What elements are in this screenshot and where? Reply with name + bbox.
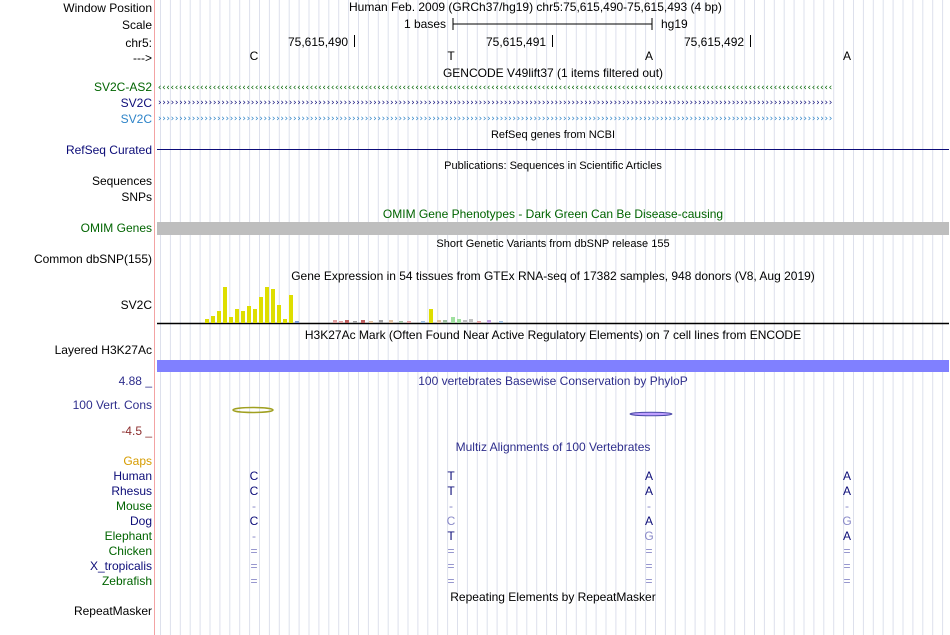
gtex-tissue-bar <box>295 321 299 323</box>
gtex-tissue-bar <box>253 309 257 323</box>
gtex-tissue-bar <box>463 320 467 323</box>
gtex-tissue-bar <box>247 306 251 323</box>
refseq-track-title: RefSeq genes from NCBI <box>490 129 616 141</box>
alignment-base: = <box>250 559 258 573</box>
gene-label-sv2c-alt[interactable]: SV2C <box>120 112 152 126</box>
alignment-base: = <box>447 559 455 573</box>
ruler-tick <box>354 35 355 47</box>
gtex-tissue-bar <box>469 319 473 323</box>
track-margin-line <box>154 0 155 635</box>
dbsnp-track-title: Short Genetic Variants from dbSNP release 155 <box>436 238 670 250</box>
gtex-tissue-bar <box>271 289 275 323</box>
multiz-track-title: Multiz Alignments of 100 Vertebrates <box>455 440 651 454</box>
alignment-base: A <box>644 469 653 483</box>
alignment-base: A <box>644 484 653 498</box>
gtex-tissue-bar <box>437 320 441 323</box>
alignment-base: = <box>250 574 258 588</box>
species-label-human[interactable]: Human <box>113 469 152 483</box>
alignment-base: - <box>252 529 256 543</box>
ruler-tick <box>750 35 751 47</box>
gene-label-sv2c-as2[interactable]: SV2C-AS2 <box>93 80 152 94</box>
omim-track-title: OMIM Gene Phenotypes - Dark Green Can Be Disease-causing <box>382 207 724 221</box>
h3k27ac-label[interactable]: Layered H3K27Ac <box>54 343 152 357</box>
scale-label: Scale <box>121 18 152 32</box>
gaps-label[interactable]: Gaps <box>123 454 152 468</box>
gtex-tissue-bar <box>379 320 383 323</box>
gtex-tissue-bar <box>353 321 357 323</box>
gtex-tissue-bar <box>345 320 349 323</box>
scale-db: hg19 <box>661 17 688 31</box>
species-label-x_tropicalis[interactable]: X_tropicalis <box>89 559 152 573</box>
gtex-tissue-bar <box>389 320 393 323</box>
publications-track-title: Publications: Sequences in Scientific Articles <box>444 160 662 172</box>
alignment-base: A <box>842 469 851 483</box>
alignment-base: = <box>645 574 653 588</box>
alignment-base: T <box>447 469 455 483</box>
alignment-base: C <box>249 514 259 528</box>
alignment-base: A <box>842 484 851 498</box>
gtex-tissue-bar <box>289 295 293 323</box>
repeatmasker-label[interactable]: RepeatMasker <box>73 604 152 618</box>
alignment-base: = <box>645 544 653 558</box>
alignment-base: = <box>843 544 851 558</box>
sequences-label[interactable]: Sequences <box>91 174 152 188</box>
omim-genes-label[interactable]: OMIM Genes <box>80 221 152 235</box>
species-label-mouse[interactable]: Mouse <box>115 499 152 513</box>
chrom-label: chr5: <box>125 36 152 50</box>
alignment-base: - <box>449 499 453 513</box>
alignment-base: C <box>249 469 259 483</box>
gtex-tissue-bar <box>211 316 215 323</box>
alignment-base: G <box>644 529 654 543</box>
phylop-track-title: 100 vertebrates Basewise Conservation by PhyloP <box>418 374 688 388</box>
alignment-base: = <box>250 544 258 558</box>
scale-bases: 1 bases <box>404 17 447 31</box>
gtex-tissue-bar <box>407 321 411 323</box>
omim-gene-bar[interactable] <box>157 222 949 235</box>
species-label-rhesus[interactable]: Rhesus <box>111 484 152 498</box>
species-label-elephant[interactable]: Elephant <box>104 529 152 543</box>
phylop-max-label: 4.88 _ <box>118 374 152 388</box>
gtex-tissue-bar <box>457 319 461 323</box>
gtex-tissue-bar <box>487 320 491 323</box>
h3k27ac-signal-bar[interactable] <box>157 360 949 372</box>
gtex-tissue-bar <box>333 320 337 323</box>
gtex-tissue-bar <box>277 305 281 323</box>
gtex-tissue-bar <box>443 320 447 323</box>
ruler-tick <box>552 35 553 47</box>
alignment-base: T <box>447 484 455 498</box>
alignment-base: = <box>843 574 851 588</box>
dbsnp-label[interactable]: Common dbSNP(155) <box>33 252 152 266</box>
gene-track-sv2c[interactable]: ›››››››››››››››››››››››››››››››››››››››››››››››››››››››››››››››››››››››››››››››››››››››››››››››››››››››››››››››››››››››››››››››››››››››››››››››››››››››››››››››› <box>157 99 832 108</box>
ruler-position: 75,615,491 <box>486 35 547 49</box>
dna-base: T <box>447 49 455 63</box>
gtex-tissue-bar <box>235 309 239 323</box>
gtex-tissue-bar <box>229 317 233 323</box>
alignment-base: - <box>252 499 256 513</box>
dna-base: C <box>249 49 259 63</box>
refseq-curated-label[interactable]: RefSeq Curated <box>65 143 152 157</box>
gtex-expression-chart[interactable] <box>157 282 949 326</box>
gene-track-sv2c-as2[interactable]: ‹‹‹‹‹‹‹‹‹‹‹‹‹‹‹‹‹‹‹‹‹‹‹‹‹‹‹‹‹‹‹‹‹‹‹‹‹‹‹‹‹‹‹‹‹‹‹‹‹‹‹‹‹‹‹‹‹‹‹‹‹‹‹‹‹‹‹‹‹‹‹‹‹‹‹‹‹‹‹‹‹‹‹‹‹‹‹‹‹‹‹‹‹‹‹‹‹‹‹‹‹‹‹‹‹‹‹‹‹‹‹‹‹‹‹‹‹‹‹‹‹‹‹‹‹‹‹‹‹‹‹‹‹‹‹‹‹‹‹‹‹‹‹‹‹‹‹‹‹‹‹‹‹‹‹‹‹‹‹‹ <box>157 84 832 93</box>
alignment-base: G <box>842 514 852 528</box>
gencode-track-title: GENCODE V49lift37 (1 items filtered out) <box>442 66 664 80</box>
assembly-info: Human Feb. 2009 (GRCh37/hg19) chr5:75,615,490-75,615,493 (4 bp) <box>349 0 722 14</box>
gtex-tissue-bar <box>265 287 269 323</box>
repeatmasker-track-title: Repeating Elements by RepeatMasker <box>450 590 656 604</box>
phylop-label[interactable]: 100 Vert. Cons <box>72 398 152 412</box>
alignment-base: A <box>644 514 653 528</box>
alignment-base: C <box>249 484 259 498</box>
refseq-gene-line[interactable] <box>157 149 949 150</box>
alignment-base: = <box>843 559 851 573</box>
gtex-tissue-bar <box>361 320 365 323</box>
gtex-tissue-bar <box>241 311 245 323</box>
gtex-tissue-bar <box>339 321 343 323</box>
gtex-tissue-bar <box>499 321 503 323</box>
ruler-position: 75,615,492 <box>684 35 745 49</box>
h3k27ac-track-title: H3K27Ac Mark (Often Found Near Active Regulatory Elements) on 7 cell lines from ENCODE <box>304 328 802 342</box>
species-label-chicken[interactable]: Chicken <box>108 544 152 558</box>
gene-track-sv2c-alt[interactable]: ›››››››››››››››››››››››››››››››››››››››››››››››››››››››››››››››››››››››››››››››››››››››››››››››››››››››››››››››››››››››››››››››››››››››››››››››››››››››››››››››› <box>157 115 832 124</box>
gtex-tissue-bar <box>369 321 373 323</box>
alignment-base: A <box>842 529 851 543</box>
alignment-base: = <box>645 559 653 573</box>
strand-arrow-label: ---> <box>133 51 152 65</box>
gtex-tissue-bar <box>477 321 481 323</box>
gtex-tissue-bar <box>429 309 433 323</box>
gene-label-sv2c[interactable]: SV2C <box>120 96 152 110</box>
gtex-tissue-bar <box>399 321 403 323</box>
species-label-zebrafish[interactable]: Zebrafish <box>101 574 152 588</box>
dna-base: A <box>644 49 653 63</box>
alignment-base: = <box>447 574 455 588</box>
snps-label[interactable]: SNPs <box>121 190 152 204</box>
dna-base: A <box>842 49 851 63</box>
alignment-base: C <box>446 514 456 528</box>
phylop-signal[interactable] <box>157 402 949 422</box>
gtex-tissue-bar <box>205 319 209 323</box>
gtex-track-title: Gene Expression in 54 tissues from GTEx RNA-seq of 17382 samples, 948 donors (V8, Aug 2019) <box>291 269 815 283</box>
ruler-position: 75,615,490 <box>288 35 349 49</box>
gtex-tissue-bar <box>217 311 221 323</box>
alignment-base: = <box>447 544 455 558</box>
alignment-base: - <box>647 499 651 513</box>
gtex-tissue-bar <box>421 321 425 323</box>
alignment-base: T <box>447 529 455 543</box>
alignment-base: - <box>845 499 849 513</box>
window-position-label: Window Position <box>63 1 152 15</box>
gtex-gene-label[interactable]: SV2C <box>120 298 152 312</box>
gtex-tissue-bar <box>451 317 455 323</box>
scale-bar <box>452 16 654 32</box>
phylop-min-label: -4.5 _ <box>121 424 152 438</box>
species-label-dog[interactable]: Dog <box>129 514 152 528</box>
gtex-tissue-bar <box>283 319 287 323</box>
gtex-tissue-bar <box>223 287 227 323</box>
gtex-tissue-bar <box>259 297 263 323</box>
